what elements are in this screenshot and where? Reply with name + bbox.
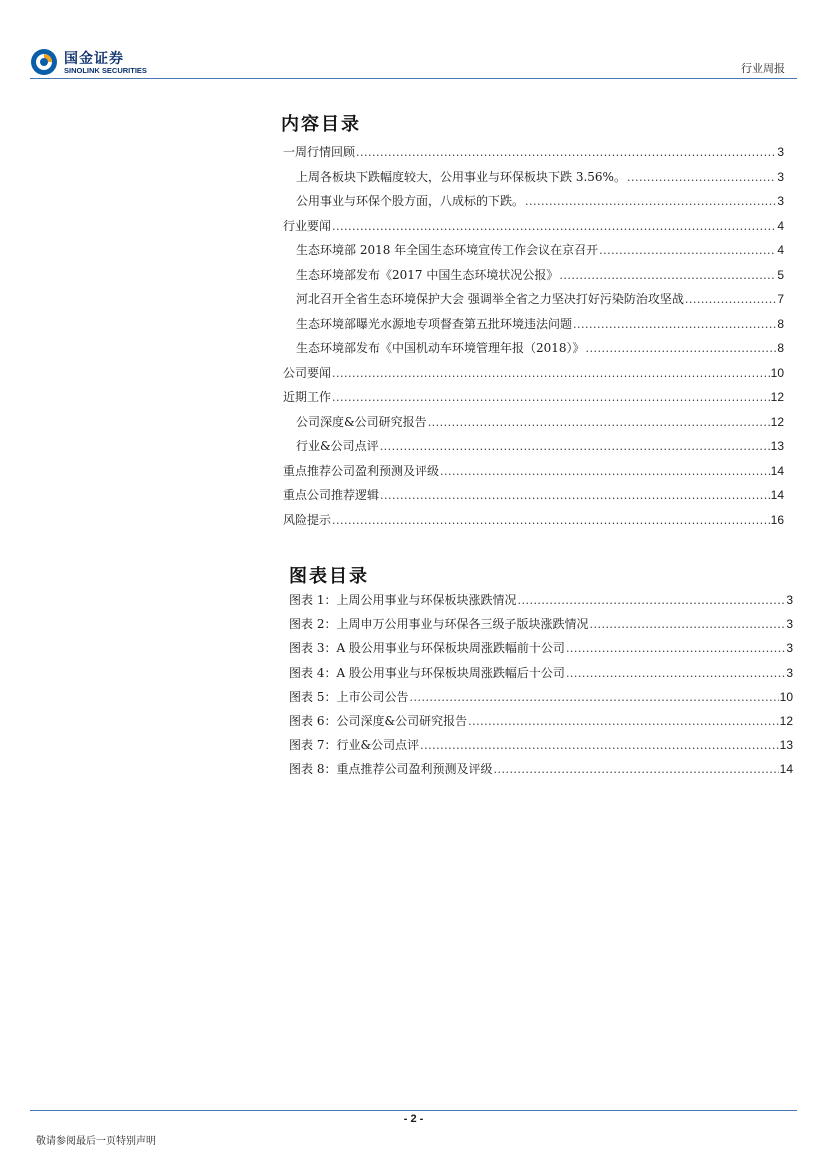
toc-entry-text: 生态环境部曝光水源地专项督查第五批环境违法问题 bbox=[296, 316, 573, 331]
dot-leader bbox=[440, 465, 770, 478]
dot-leader bbox=[493, 763, 778, 776]
toc-entry[interactable] bbox=[283, 486, 784, 511]
figure-entry-page: 3 bbox=[786, 593, 793, 607]
toc-entry-page: 14 bbox=[770, 463, 784, 478]
dot-leader bbox=[380, 440, 770, 453]
toc-entry[interactable] bbox=[283, 241, 784, 266]
toc-entry-page: 5 bbox=[777, 267, 784, 282]
toc-entry[interactable] bbox=[283, 143, 784, 168]
figure-entry-text: 图表 4：A 股公用事业与环保板块周涨跌幅后十公司 bbox=[289, 665, 565, 680]
toc-entry-text: 一周行情回顾 bbox=[283, 145, 356, 159]
toc-entry-text: 风险提示 bbox=[283, 512, 332, 527]
figures-list bbox=[285, 591, 793, 785]
figure-entry-text: 图表 6：公司深度&公司研究报告 bbox=[289, 713, 468, 728]
toc-entry-text: 重点推荐公司盈利预测及评级 bbox=[283, 463, 440, 478]
toc-entry-text: 公司要闻 bbox=[283, 365, 332, 380]
toc-entry-page: 8 bbox=[777, 341, 784, 355]
dot-leader bbox=[566, 642, 785, 655]
toc-entry-page: 12 bbox=[770, 390, 784, 404]
figures-title: 图表目录 bbox=[289, 566, 369, 587]
toc-entry[interactable] bbox=[283, 192, 784, 217]
toc-entry[interactable] bbox=[283, 511, 784, 536]
dot-leader bbox=[586, 342, 777, 355]
dot-leader bbox=[380, 489, 770, 502]
dot-leader bbox=[525, 195, 776, 208]
toc-entry-text: 重点公司推荐逻辑 bbox=[283, 488, 380, 502]
dot-leader bbox=[468, 715, 779, 728]
disclaimer-text: 敬请参阅最后一页特别声明 bbox=[36, 1136, 156, 1147]
figure-entry-text: 图表 2：上周申万公用事业与环保各三级子版块涨跌情况 bbox=[289, 617, 589, 632]
figure-entry-page: 3 bbox=[786, 665, 793, 680]
figure-entry-page: 13 bbox=[779, 738, 793, 753]
figure-entry[interactable] bbox=[285, 591, 793, 615]
toc-entry-page: 4 bbox=[777, 218, 784, 233]
dot-leader bbox=[332, 220, 776, 233]
dot-leader bbox=[599, 244, 776, 257]
toc-entry[interactable] bbox=[283, 290, 784, 315]
dot-leader bbox=[332, 514, 770, 527]
dot-leader bbox=[428, 416, 770, 429]
dot-leader bbox=[420, 739, 779, 752]
figure-entry[interactable] bbox=[285, 615, 793, 639]
toc-entry-page: 13 bbox=[770, 439, 784, 453]
toc-entry-page: 7 bbox=[777, 292, 784, 306]
toc-entry[interactable] bbox=[283, 266, 784, 291]
toc-entry-text: 生态环境部发布《2017 中国生态环境状况公报》 bbox=[296, 267, 559, 282]
toc-entry-page: 4 bbox=[777, 243, 784, 257]
figure-entry-page: 10 bbox=[779, 689, 793, 704]
figure-entry[interactable] bbox=[285, 736, 793, 760]
page-number: - 2 - bbox=[403, 1113, 424, 1125]
figure-entry-page: 14 bbox=[779, 762, 793, 777]
toc-entry[interactable] bbox=[283, 437, 784, 462]
figure-entry-text: 图表 5：上市公司公告 bbox=[289, 689, 409, 704]
dot-leader bbox=[332, 367, 770, 380]
toc-entry-text: 公司深度&公司研究报告 bbox=[296, 414, 427, 429]
toc-entry[interactable] bbox=[283, 315, 784, 340]
toc-entry[interactable] bbox=[283, 168, 784, 193]
toc-entry-text: 行业要闻 bbox=[283, 218, 332, 233]
toc-entry-page: 8 bbox=[777, 316, 784, 331]
dot-leader bbox=[589, 618, 785, 631]
figure-entry-text: 图表 8：重点推荐公司盈利预测及评级 bbox=[289, 762, 493, 777]
toc-entry-page: 10 bbox=[770, 365, 784, 380]
figure-entry-page: 3 bbox=[786, 617, 793, 632]
dot-leader bbox=[517, 594, 785, 607]
report-type-label: 行业周报 bbox=[741, 62, 785, 75]
dot-leader bbox=[356, 146, 776, 159]
toc-entry-text: 行业&公司点评 bbox=[296, 439, 379, 453]
toc-entry-text: 公用事业与环保个股方面，八成标的下跌。 bbox=[296, 194, 525, 208]
toc-entry-page: 3 bbox=[777, 194, 784, 208]
figure-entry-text: 图表 3：A 股公用事业与环保板块周涨跌幅前十公司 bbox=[289, 641, 565, 656]
dot-leader bbox=[566, 667, 785, 680]
dot-leader bbox=[332, 391, 770, 404]
toc-entry-text: 近期工作 bbox=[283, 390, 332, 404]
figure-entry[interactable] bbox=[285, 664, 793, 688]
logo-english-name: SINOLINK SECURITIES bbox=[64, 66, 147, 75]
toc-entry-text: 河北召开全省生态环境保护大会 强调举全省之力坚决打好污染防治攻坚战 bbox=[296, 292, 684, 306]
toc-title: 内容目录 bbox=[281, 114, 361, 135]
toc-entry-page: 3 bbox=[777, 145, 784, 159]
toc-entry[interactable] bbox=[283, 217, 784, 242]
toc-entry-text: 生态环境部发布《中国机动车环境管理年报（2018）》 bbox=[296, 341, 585, 355]
figure-entry[interactable] bbox=[285, 639, 793, 663]
figure-entry-text: 图表 7：行业&公司点评 bbox=[289, 738, 420, 753]
toc-entry[interactable] bbox=[283, 462, 784, 487]
toc-entry-text: 上周各板块下跌幅度较大，公用事业与环保板块下跌 3.56%。 bbox=[296, 169, 626, 184]
toc-list bbox=[283, 143, 784, 535]
dot-leader bbox=[559, 269, 776, 282]
toc-entry[interactable] bbox=[283, 339, 784, 364]
header-divider bbox=[30, 78, 797, 79]
footer-divider bbox=[30, 1110, 797, 1111]
dot-leader bbox=[685, 293, 776, 306]
figure-entry-page: 3 bbox=[786, 641, 793, 656]
toc-entry[interactable] bbox=[283, 364, 784, 389]
dot-leader bbox=[409, 691, 778, 704]
figure-entry-page: 12 bbox=[779, 713, 793, 728]
dot-leader bbox=[627, 171, 776, 184]
toc-entry-page: 12 bbox=[770, 414, 784, 429]
dot-leader bbox=[573, 318, 776, 331]
toc-entry[interactable] bbox=[283, 388, 784, 413]
logo-chinese-name: 国金证券 bbox=[64, 51, 124, 67]
toc-entry[interactable] bbox=[283, 413, 784, 438]
figure-entry[interactable] bbox=[285, 760, 793, 784]
toc-entry-text: 生态环境部 2018 年全国生态环境宣传工作会议在京召开 bbox=[296, 243, 599, 257]
figure-entry-text: 图表 1：上周公用事业与环保板块涨跌情况 bbox=[289, 593, 517, 607]
toc-entry-page: 14 bbox=[770, 488, 784, 502]
sinolink-logo-icon bbox=[30, 48, 58, 76]
toc-entry-page: 16 bbox=[770, 512, 784, 527]
toc-entry-page: 3 bbox=[777, 169, 784, 184]
figure-entry[interactable] bbox=[285, 712, 793, 736]
figure-entry[interactable] bbox=[285, 688, 793, 712]
